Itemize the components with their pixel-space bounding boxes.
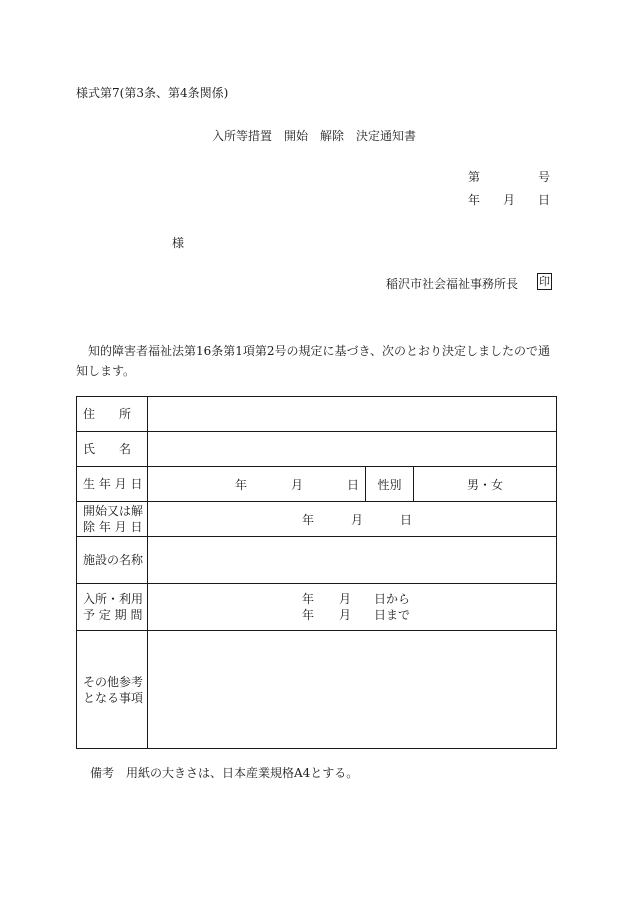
from-day: 日から (374, 592, 411, 606)
table-row (77, 432, 557, 467)
start-end-date-label-cell (77, 502, 148, 537)
other-notes-label-cell (77, 631, 148, 749)
period-value-cell[interactable] (148, 584, 557, 631)
table-row (77, 397, 557, 432)
birth-day: 日 (346, 477, 359, 492)
sex-label-cell (366, 467, 414, 502)
table-row (77, 467, 557, 502)
to-year: 年 (302, 608, 315, 622)
se-day: 日 (400, 512, 413, 527)
address-value-cell[interactable] (148, 397, 557, 432)
start-end-label-line2: 除 年 月 日 (83, 520, 143, 534)
address-label-cell (77, 397, 148, 432)
to-day: 日まで (374, 608, 411, 622)
number-suffix: 号 (537, 170, 550, 184)
birthdate-label-cell (77, 467, 148, 502)
table-row (77, 537, 557, 584)
date-month: 月 (502, 193, 515, 207)
info-table (76, 396, 557, 749)
other-notes-value-cell[interactable] (148, 631, 557, 749)
name-label-cell (77, 432, 148, 467)
number-prefix: 第 (468, 170, 481, 184)
table-row (77, 502, 557, 537)
facility-value-cell[interactable] (148, 537, 557, 584)
table-row (77, 584, 557, 631)
address-label: 住 所 (83, 407, 132, 421)
sex-label: 性別 (377, 477, 402, 492)
facility-label-cell (77, 537, 148, 584)
document-date (468, 191, 550, 208)
other-label-line1: その他参考 (83, 674, 144, 689)
remark-note: 備考 用紙の大きさは、日本産業規格A4とする。 (90, 766, 359, 780)
start-end-date-value-cell[interactable] (148, 502, 557, 537)
period-label-line1: 入所・利用 (83, 592, 144, 606)
birthdate-label: 生 年 月 日 (83, 477, 143, 491)
name-value-cell[interactable] (148, 432, 557, 467)
sex-value-cell[interactable] (414, 467, 557, 502)
birthdate-value-cell[interactable] (148, 467, 366, 502)
se-year: 年 (302, 512, 315, 527)
from-year: 年 (302, 592, 315, 606)
birth-month: 月 (290, 477, 303, 492)
other-label-line2: となる事項 (83, 690, 144, 705)
start-end-label-line1: 開始又は解 (83, 504, 144, 518)
document-title: 入所等措置 開始 解除 決定通知書 (212, 129, 417, 143)
period-label-line2: 予 定 期 間 (83, 608, 143, 622)
birth-year: 年 (234, 477, 247, 492)
recipient-honorific: 様 (172, 236, 185, 250)
se-month: 月 (351, 512, 364, 527)
period-label-cell (77, 584, 148, 631)
date-day: 日 (537, 193, 550, 207)
sex-options: 男・女 (467, 477, 504, 492)
form-identifier: 様式第7(第3条、第4条関係) (76, 86, 229, 100)
to-month: 月 (339, 608, 352, 622)
facility-label: 施設の名称 (83, 553, 144, 567)
notice-body-text: 知的障害者福祉法第16条第1項第2号の規定に基づき、次のとおり決定しましたので通知します。 (76, 344, 551, 378)
document-number (468, 168, 550, 185)
issuer-name: 稲沢市社会福祉事務所長 (386, 277, 519, 291)
table-row (77, 631, 557, 749)
from-month: 月 (339, 592, 352, 606)
date-year: 年 (468, 193, 481, 207)
name-label: 氏 名 (83, 442, 132, 456)
seal-stamp: 印 (539, 275, 550, 288)
